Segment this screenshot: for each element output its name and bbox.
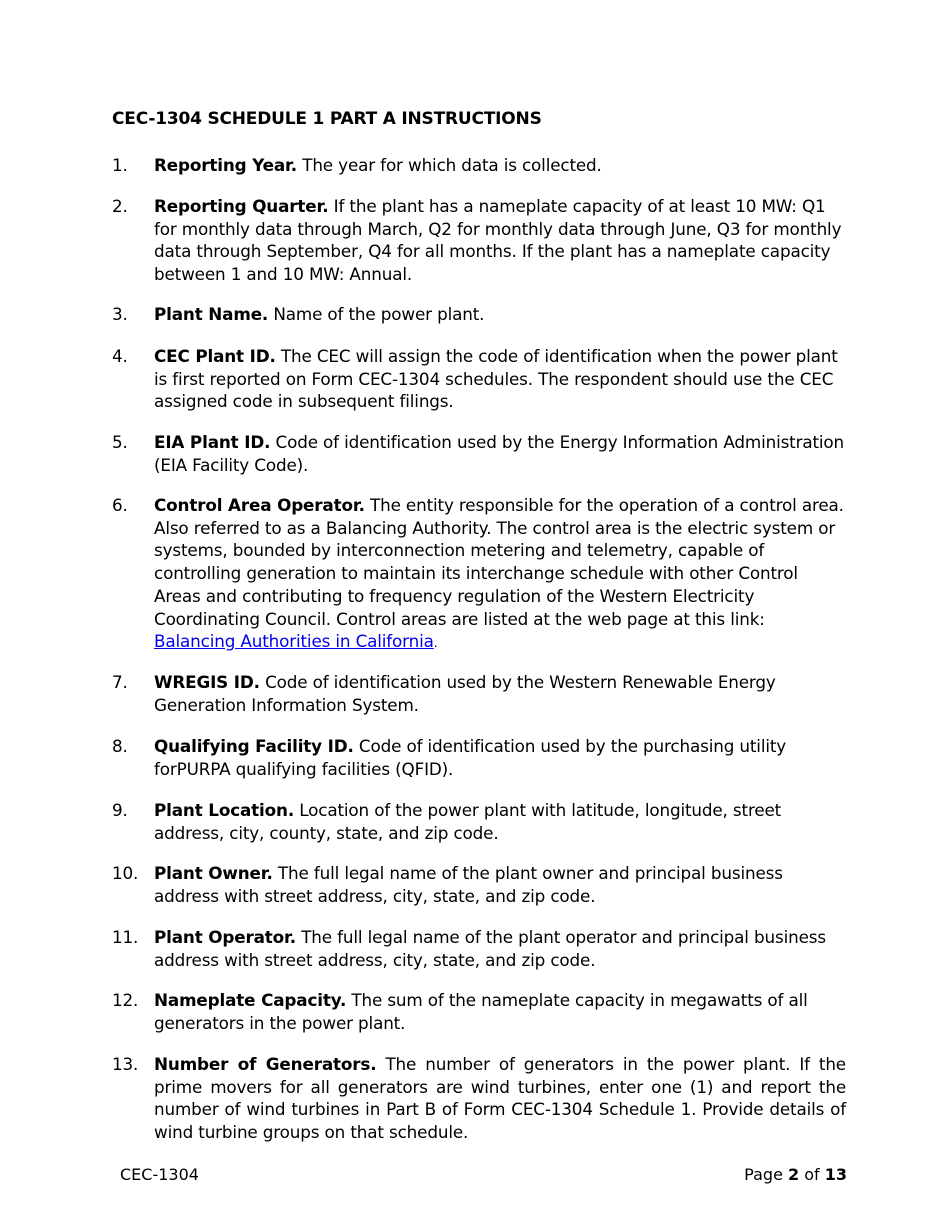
item-text: Code of identification used by the purchasing utility forPURPA qualifying facilities (QFID). [154,736,787,779]
item-text: The CEC will assign the code of identification when the power plant is first reported on Form CEC-1304 schedules. The respondent should use the CEC assigned code in subsequent filings. [154,346,838,412]
item-number: 9. [112,800,128,820]
balancing-authorities-link[interactable]: Balancing Authorities in California [154,631,434,652]
item-term: Plant Operator. [154,927,297,947]
page-prefix: Page [744,1165,788,1184]
list-item [112,195,846,286]
item-term: Plant Name. [154,304,269,324]
item-number: 13. [112,1054,139,1074]
item-text: The sum of the nameplate capacity in megawatts of all generators in the power plant. [154,990,808,1033]
item-text: Code of identification used by the Energy Information Administration (EIA Facility Code). [154,432,845,475]
item-term: Nameplate Capacity. [154,990,347,1010]
item-number: 1. [112,155,128,175]
list-item [112,1053,846,1144]
item-term: Number of Generators. [154,1054,377,1074]
list-item [112,926,846,971]
item-term: WREGIS ID. [154,672,260,692]
list-item [112,494,846,655]
item-number: 8. [112,736,128,756]
item-term: Reporting Year. [154,155,298,175]
item-text: The full legal name of the plant owner and principal business address with street address, city, state, and zip code. [154,863,783,906]
item-text: The entity responsible for the operation of a control area. Also referred to as a Balancing Authority. The control area is the electric system or systems, bounded by interconnection metering and telemetry, capable of controlling generation to maintain its interchange schedule with other Control Areas and contributing to frequency regulation of the Western Electricity Coordinating Council. Control areas are listed at the web page at this link: [154,495,844,629]
footer-form-id: CEC-1304 [120,1165,199,1184]
item-text: The number of generators in the power plant. If the prime movers for all generators are wind turbines, enter one (1) and report the number of wind turbines in Part B of Form CEC-1304 Schedule 1. Provide details of wind turbine groups on that schedule. [154,1054,846,1143]
page-of: of [799,1165,825,1184]
item-term: EIA Plant ID. [154,432,271,452]
item-term: Plant Location. [154,800,295,820]
item-term: Qualifying Facility ID. [154,736,354,756]
item-text: Code of identification used by the Western Renewable Energy Generation Information System. [154,672,776,715]
list-item [112,154,846,177]
item-number: 11. [112,927,139,947]
item-term: Reporting Quarter. [154,196,329,216]
item-number: 3. [112,304,128,324]
list-item [112,671,846,716]
list-item [112,799,846,844]
item-text: The year for which data is collected. [297,155,602,175]
item-number: 10. [112,863,139,883]
list-item [112,989,846,1034]
item-text: The full legal name of the plant operator and principal business address with street address, city, state, and zip code. [154,927,826,970]
item-number: 5. [112,432,128,452]
footer-page-number [744,1164,847,1186]
list-item [112,303,846,326]
item-term: CEC Plant ID. [154,346,276,366]
list-item [112,735,846,780]
item-text: If the plant has a nameplate capacity of at least 10 MW: Q1 for monthly data through March, Q2 for monthly data through June, Q3 for monthly data through September, Q4 for all months. If the plant has a nameplate capacity between 1 and 10 MW: Annual. [154,196,842,285]
page-heading: CEC-1304 SCHEDULE 1 PART A INSTRUCTIONS [112,109,542,129]
item-number: 12. [112,990,139,1010]
item-text: Name of the power plant. [268,304,485,324]
item-number: 6. [112,495,128,515]
item-number: 7. [112,672,128,692]
item-number: 4. [112,346,128,366]
current-page: 2 [788,1165,800,1184]
item-term: Control Area Operator. [154,495,365,515]
list-item [112,862,846,907]
list-item [112,345,846,413]
item-text: Location of the power plant with latitude, longitude, street address, city, county, state, and zip code. [154,800,782,843]
item-term: Plant Owner. [154,863,273,883]
list-item [112,431,846,476]
item-text-end: . [433,636,438,651]
total-pages: 13 [824,1165,847,1184]
item-number: 2. [112,196,128,216]
